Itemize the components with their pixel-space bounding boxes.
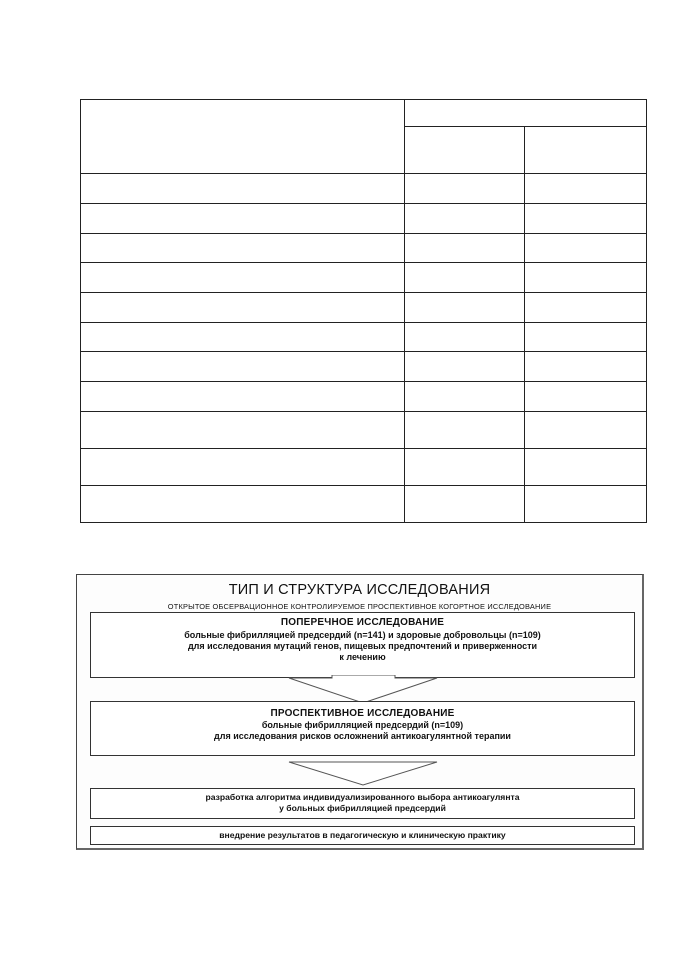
table-row	[81, 293, 647, 323]
table-row	[81, 412, 647, 449]
table-cell	[405, 412, 525, 449]
implementation-box	[90, 826, 635, 845]
box-text-line: к лечению	[339, 652, 386, 662]
box-text-line: разработка алгоритма индивидуализированного выбора антикоагулянта	[205, 792, 520, 802]
table-row	[81, 323, 647, 352]
table-header-cell	[405, 127, 525, 174]
table-header-cell	[81, 100, 405, 174]
table-cell	[525, 323, 647, 352]
table-cell	[405, 449, 525, 486]
table-cell	[525, 352, 647, 382]
table-cell	[525, 263, 647, 293]
table-cell	[81, 352, 405, 382]
table-cell	[405, 352, 525, 382]
table-cell	[405, 382, 525, 412]
table-cell	[81, 263, 405, 293]
table-cell	[525, 382, 647, 412]
table-cell	[525, 204, 647, 234]
table-row	[81, 204, 647, 234]
study-design-scheme	[76, 574, 644, 850]
table-row	[81, 352, 647, 382]
table-row	[81, 234, 647, 263]
scheme-title: ТИП И СТРУКТУРА ИССЛЕДОВАНИЯ	[228, 582, 491, 598]
table-row	[81, 263, 647, 293]
table-cell	[405, 174, 525, 204]
box-text-line: больные фибрилляцией предсердий (n=109)	[261, 720, 464, 730]
box-text-line: у больных фибрилляцией предсердий	[279, 803, 446, 813]
table-cell	[405, 486, 525, 523]
table-cell	[81, 486, 405, 523]
table-header-cell	[405, 100, 647, 127]
table-header-row	[81, 100, 647, 127]
box-text-line: больные фибрилляцией предсердий (n=141) и здоровые добровольцы (n=109)	[184, 630, 541, 640]
box-heading: ПРОСПЕКТИВНОЕ ИССЛЕДОВАНИЕ	[270, 708, 455, 719]
table-cell	[405, 263, 525, 293]
table-cell	[405, 293, 525, 323]
table-cell	[81, 323, 405, 352]
box-heading: ПОПЕРЕЧНОЕ ИССЛЕДОВАНИЕ	[280, 617, 445, 628]
table-cell	[405, 204, 525, 234]
table-cell	[81, 382, 405, 412]
table-header-cell	[525, 127, 647, 174]
table-cell	[81, 234, 405, 263]
table-cell	[525, 293, 647, 323]
table-row	[81, 449, 647, 486]
box-text-line: для исследования рисков осложнений антикоагулянтной терапии	[214, 731, 511, 741]
empty-data-table	[80, 99, 647, 523]
table-row	[81, 174, 647, 204]
prospective-study-box	[90, 701, 635, 756]
table-cell	[525, 174, 647, 204]
table-cell	[405, 234, 525, 263]
table-cell	[525, 449, 647, 486]
table-cell	[81, 449, 405, 486]
table-cell	[81, 204, 405, 234]
cross-sectional-study-box	[90, 612, 635, 678]
table-cell	[525, 486, 647, 523]
table-cell	[81, 412, 405, 449]
table-cell	[81, 174, 405, 204]
algorithm-development-box	[90, 788, 635, 819]
scheme-subtitle: ОТКРЫТОЕ ОБСЕРВАЦИОННОЕ КОНТРОЛИРУЕМОЕ ПРОСПЕКТИВНОЕ КОГОРТНОЕ ИССЛЕДОВАНИЕ	[167, 602, 552, 611]
table-row	[81, 486, 647, 523]
table-cell	[81, 293, 405, 323]
table-cell	[525, 234, 647, 263]
down-arrow-icon	[77, 757, 643, 787]
table-cell	[405, 323, 525, 352]
box-text-line: внедрение результатов в педагогическую и клиническую практику	[219, 830, 506, 840]
table-cell	[525, 412, 647, 449]
box-text-line: для исследования мутаций генов, пищевых предпочтений и приверженности	[187, 641, 538, 651]
table-row	[81, 382, 647, 412]
